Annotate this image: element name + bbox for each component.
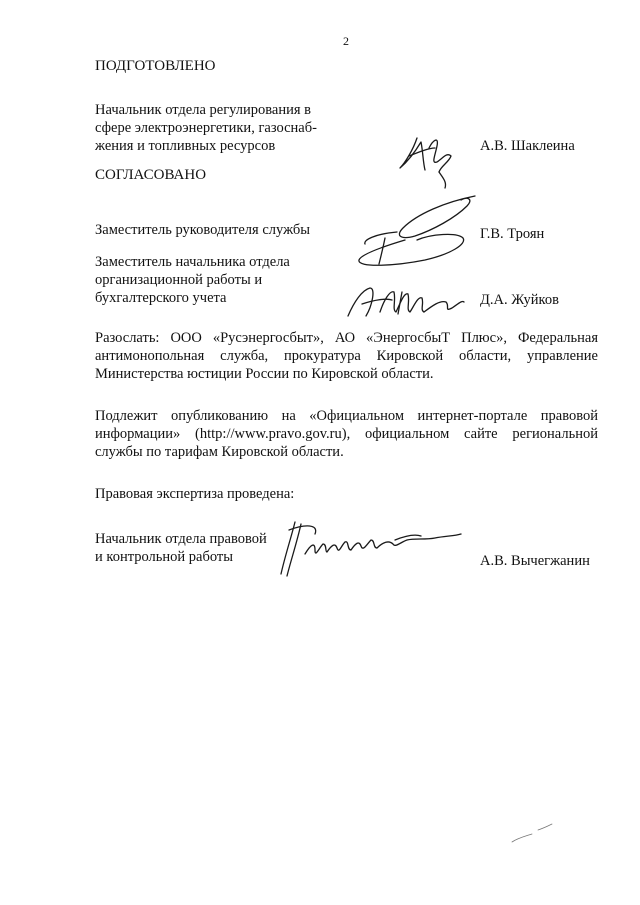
signature-troyan xyxy=(345,188,495,280)
position-line: сфере электроэнергетики, газоснаб- xyxy=(95,120,317,136)
deputy-head-position: Заместитель руководителя службы xyxy=(95,222,311,238)
agreed-heading: СОГЛАСОВАНО xyxy=(95,167,207,183)
position-line: Начальник отдела правовой xyxy=(95,531,267,547)
position-line: Начальник отдела регулирования в xyxy=(95,102,312,118)
page-number: 2 xyxy=(343,34,349,48)
legal-heading: Правовая экспертиза проведена: xyxy=(95,486,295,502)
scan-mark xyxy=(508,820,558,850)
vychegzhanin-name: А.В. Вычегжанин xyxy=(480,553,590,569)
position-line: и контрольной работы xyxy=(95,549,233,565)
publication-paragraph xyxy=(95,407,598,461)
signature-zhuikov xyxy=(340,282,470,322)
position-line: Заместитель начальника отдела xyxy=(95,254,290,270)
deputy-dept-position xyxy=(95,253,290,307)
prepared-heading: ПОДГОТОВЛЕНО xyxy=(95,58,216,74)
publication-line: Подлежит опубликованию на «Официальном интернет-портале правовой xyxy=(95,408,598,424)
distribution-line: Министерства юстиции России по Кировской области. xyxy=(95,366,434,382)
prepared-position xyxy=(95,101,317,155)
position-line: организационной работы и xyxy=(95,272,263,288)
zhuikov-name: Д.А. Жуйков xyxy=(480,292,559,308)
signature-shakleina xyxy=(395,118,475,190)
publication-line: службы по тарифам Кировской области. xyxy=(95,444,344,460)
distribution-paragraph xyxy=(95,329,598,383)
position-line: бухгалтерского учета xyxy=(95,290,227,306)
distribution-line: антимонопольная служба, прокуратура Кировской области, управление xyxy=(95,348,598,364)
legal-position xyxy=(95,530,267,566)
position-line: жения и топливных ресурсов xyxy=(95,138,276,154)
troyan-name: Г.В. Троян xyxy=(480,226,545,242)
distribution-line: Разослать: ООО «Русэнергосбыт», АО «ЭнергосбыТ Плюс», Федеральная xyxy=(95,330,598,346)
signature-vychegzhanin xyxy=(275,510,465,582)
publication-line: информации» (http://www.pravo.gov.ru), официальном сайте региональной xyxy=(95,426,598,442)
prepared-name: А.В. Шаклеина xyxy=(480,138,575,154)
